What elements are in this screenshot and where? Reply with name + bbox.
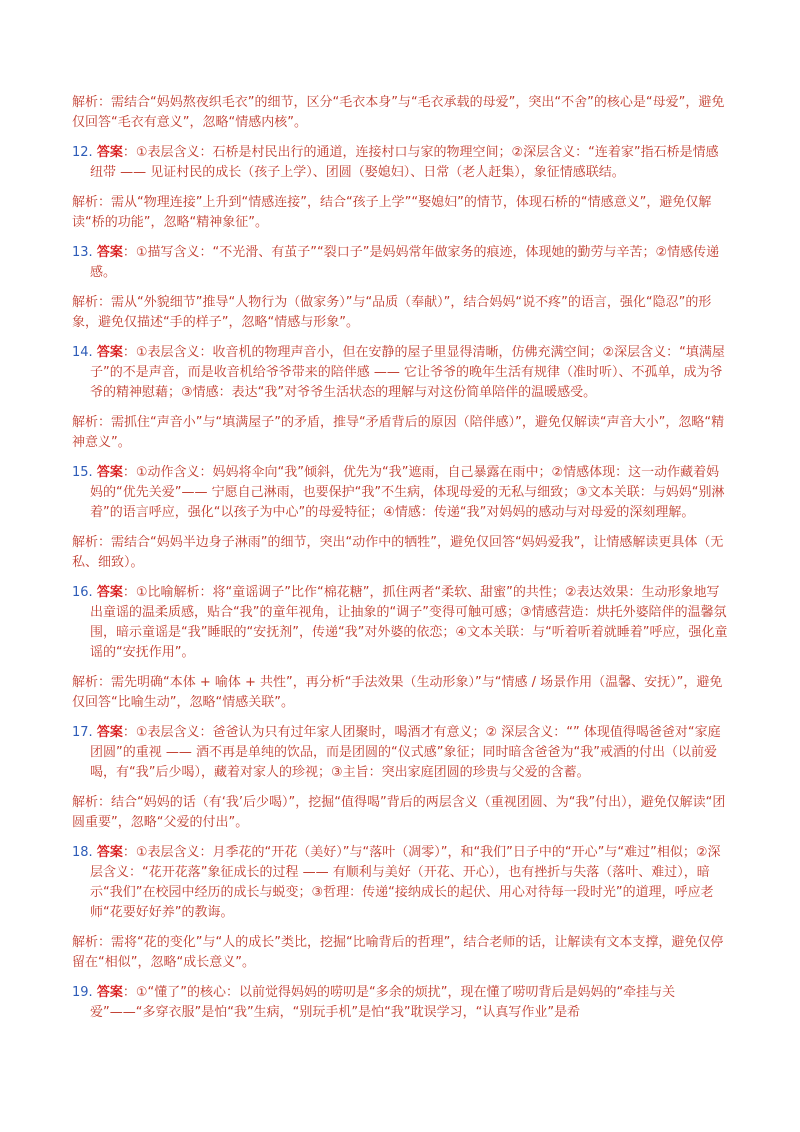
question-number: 19.: [72, 985, 93, 1000]
answer-text: ：①表层含义：爸爸认为只有过年家人团聚时，喝酒才有意义；② 深层含义：“” 体现值得喝爸爸对“家庭团圆”的重视 —— 酒不再是单纯的饮品，而是团圆的“仪式感”象征；同时暗含爸爸为“我”戒酒的付出（以前爱喝，有“我”后少喝），藏着对家人的珍视；③主旨：突出家庭团圆的珍贵与父爱的含蓄。: [90, 725, 721, 780]
answer-19: [72, 983, 730, 1023]
answer-text: ：①动作含义：妈妈将伞向“我”倾斜，优先为“我”遮雨，自己暴露在雨中；②情感体现：这一动作藏着妈妈的“优先关爱”—— 宁愿自己淋雨，也要保护“我”不生病，体现母爱的无私与细致；③文本关联：与妈妈“别淋着”的语言呼应，强化“以孩子为中心”的母爱特征；④情感：传递“我”对妈妈的感动与对母爱的深刻理解。: [90, 465, 725, 520]
question-number: 15.: [72, 465, 93, 480]
analysis-16: [72, 673, 730, 713]
answer-label: 答案: [96, 845, 123, 860]
question-number: 17.: [72, 725, 93, 740]
question-number: 14.: [72, 345, 93, 360]
question-number: 13.: [72, 245, 93, 260]
analysis-text: 解析：结合“妈妈的话（有‘我’后少喝）”，挖掘“值得喝”背后的两层含义（重视团圆、为“我”付出），避免仅解读“团圆重要”，忽略“父爱的付出”。: [72, 795, 726, 830]
answer-13: [72, 243, 730, 283]
answer-label: 答案: [96, 345, 123, 360]
answer-text: ：①表层含义：月季花的“开花（美好）”与“落叶（凋零）”，和“我们”日子中的“开心”与“难过”相似；②深层含义：“花开花落”象征成长的过程 —— 有顺利与美好（开花、开心），也有挫折与失落（落叶、难过），暗示“我们”在校园中经历的成长与蜕变；③哲理：传递“接纳成长的起伏、用心对待每一段时光”的道理，呼应老师“花要好好养”的教诲。: [90, 845, 721, 920]
analysis-text: 解析：需先明确“本体 + 喻体 + 共性”，再分析“手法效果（生动形象）”与“情感 / 场景作用（温馨、安抚）”，避免仅回答“比喻生动”，忽略“情感关联”。: [72, 675, 723, 710]
answer-14: [72, 343, 730, 403]
answer-label: 答案: [96, 985, 123, 1000]
answer-12: [72, 143, 730, 183]
analysis-text: 解析：需抓住“声音小”与“填满屋子”的矛盾，推导“矛盾背后的原因（陪伴感）”，避免仅解读“声音大小”，忽略“精神意义”。: [72, 415, 725, 450]
analysis-11: [72, 93, 730, 133]
answer-16: [72, 583, 730, 663]
analysis-text: 解析：需从“外貌细节”推导“人物行为（做家务）”与“品质（奉献）”，结合妈妈“说不疼”的语言，强化“隐忍”的形象，避免仅描述“手的样子”，忽略“情感与形象”。: [72, 295, 712, 330]
answer-17: [72, 723, 730, 783]
answer-label: 答案: [96, 585, 123, 600]
answer-15: [72, 463, 730, 523]
analysis-13: [72, 293, 730, 333]
analysis-15: [72, 533, 730, 573]
analysis-text: 解析：需结合“妈妈半边身子淋雨”的细节，突出“动作中的牺牲”，避免仅回答“妈妈爱我”，让情感解读更具体（无私、细致）。: [72, 535, 724, 570]
answer-text: ：①描写含义：“不光滑、有茧子”“裂口子”是妈妈常年做家务的痕迹，体现她的勤劳与辛苦；②情感传递感。: [90, 245, 720, 280]
analysis-18: [72, 933, 730, 973]
answer-text: ：①表层含义：收音机的物理声音小，但在安静的屋子里显得清晰，仿佛充满空间；②深层含义：“填满屋子”的不是声音，而是收音机给爷爷带来的陪伴感 —— 它让爷爷的晚年生活有规律（准时听）、不孤单，成为爷爷的精神慰藉；③情感：表达“我”对爷爷生活状态的理解与对这份简单陪伴的温暖感受。: [90, 345, 725, 400]
answer-18: [72, 843, 730, 923]
question-number: 18.: [72, 845, 93, 860]
answer-label: 答案: [96, 465, 123, 480]
answer-label: 答案: [96, 245, 123, 260]
analysis-14: [72, 413, 730, 453]
analysis-text: 解析：需从“物理连接”上升到“情感连接”，结合“孩子上学”“娶媳妇”的情节，体现石桥的“情感意义”，避免仅解读“桥的功能”，忽略“精神象征”。: [72, 195, 712, 230]
answer-text: ：①比喻解析：将“童谣调子”比作“棉花糖”，抓住两者“柔软、甜蜜”的共性；②表达效果：生动形象地写出童谣的温柔质感，贴合“我”的童年视角，让抽象的“调子”变得可触可感；③情感营造：烘托外婆陪伴的温馨氛围，暗示童谣是“我”睡眠的“安抚剂”，传递“我”对外婆的依恋；④文本关联：与“听着听着就睡着”呼应，强化童谣的“安抚作用”。: [90, 585, 728, 660]
answer-text: ：①表层含义：石桥是村民出行的通道，连接村口与家的物理空间；②深层含义：“连着家”指石桥是情感纽带 —— 见证村民的成长（孩子上学）、团圆（娶媳妇）、日常（老人赶集），象征情感联结。: [90, 145, 719, 180]
question-number: 12.: [72, 145, 93, 160]
analysis-text: 解析：需将“花的变化”与“人的成长”类比，挖掘“比喻背后的哲理”，结合老师的话，让解读有文本支撑，避免仅停留在“相似”，忽略“成长意义”。: [72, 935, 724, 970]
analysis-12: [72, 193, 730, 233]
answer-label: 答案: [96, 725, 123, 740]
answer-label: 答案: [96, 145, 123, 160]
analysis-17: [72, 793, 730, 833]
answer-text: ：①“懂了”的核心：以前觉得妈妈的唠叨是“多余的烦扰”，现在懂了唠叨背后是妈妈的“牵挂与关爱”——“多穿衣服”是怕“我”生病，“别玩手机”是怕“我”耽误学习，“认真写作业”是希: [90, 985, 676, 1020]
analysis-text: 解析：需结合“妈妈熬夜织毛衣”的细节，区分“毛衣本身”与“毛衣承载的母爱”，突出“不舍”的核心是“母爱”，避免仅回答“毛衣有意义”，忽略“情感内核”。: [72, 95, 725, 130]
question-number: 16.: [72, 585, 93, 600]
